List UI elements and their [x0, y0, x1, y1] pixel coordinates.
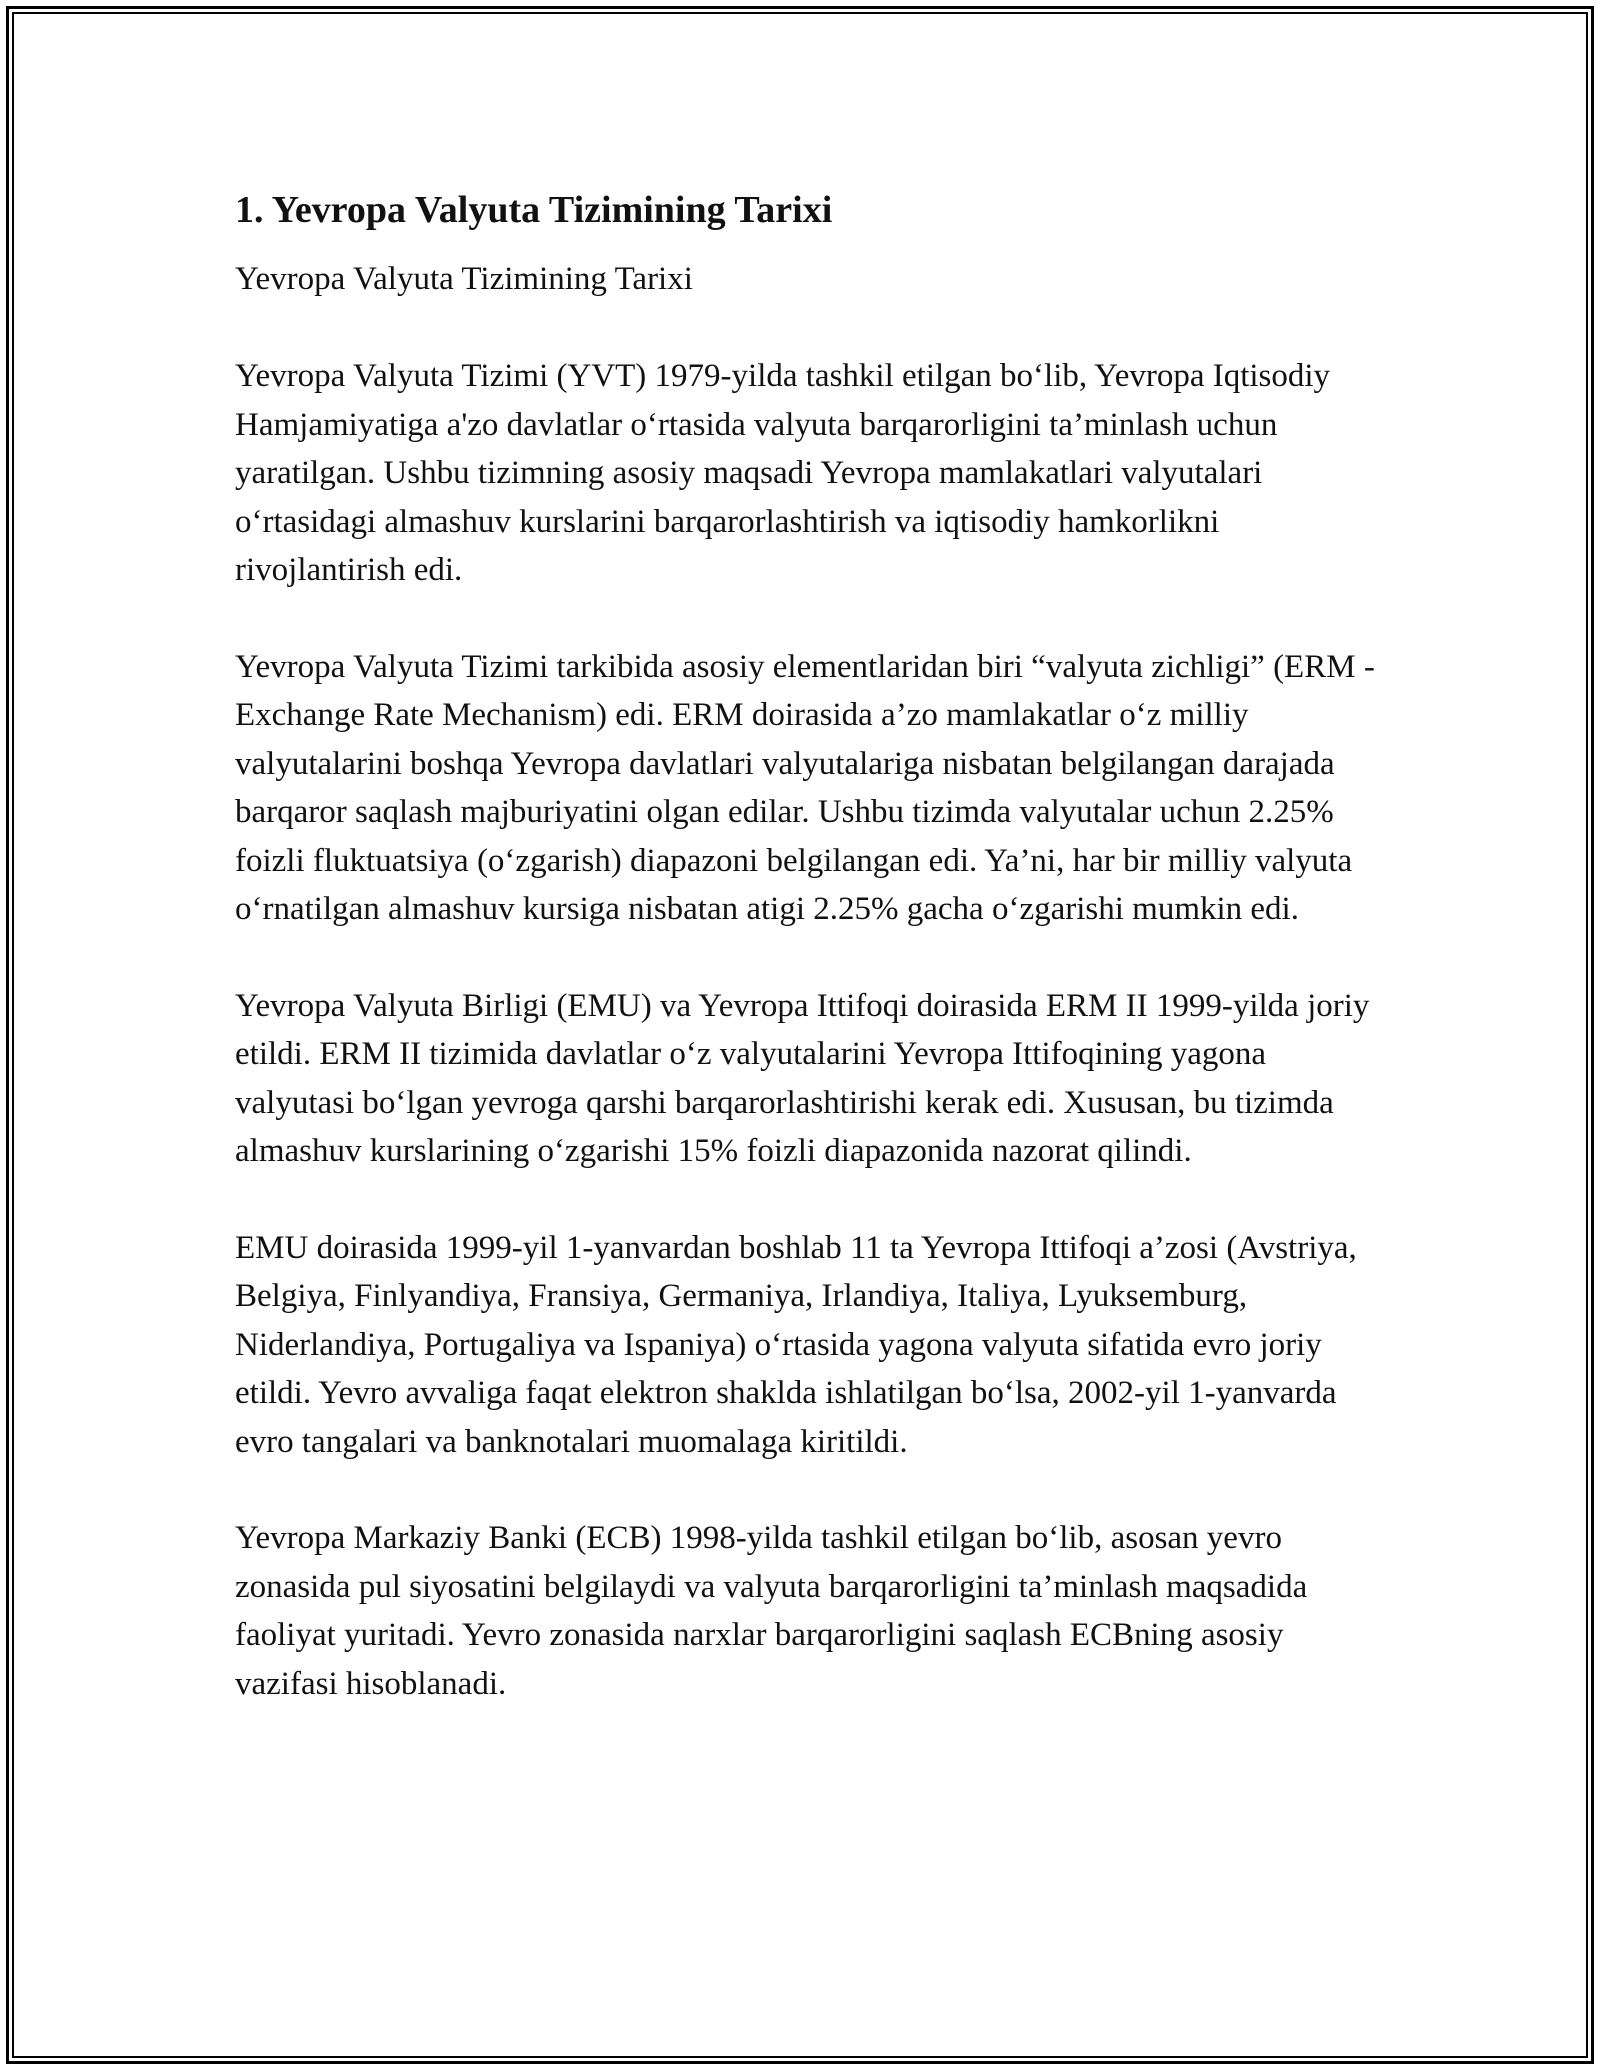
paragraph-euro-introduction: EMU doirasida 1999-yil 1-yanvardan boshlab 11 ta Yevropa Ittifoqi a’zosi (Avstriya, Belgiya, Finlyandiya, Fransiya, Germaniya, Irlandiya, Italiya, Lyuksemburg, Niderlandiya, Portugaliya va Ispaniya) o‘rtasida yagona valyuta sifatida evro joriy etildi. Yevro avvaliga faqat elektron shaklda ishlatilgan bo‘lsa, 2002-yil 1-yanvarda evro tangalari va banknotalari muomalaga kiritildi.	[235, 1229, 1357, 1460]
paragraph-ecb: Yevropa Markaziy Banki (ECB) 1998-yilda tashkil etilgan bo‘lib, asosan yevro zonasida pul siyosatini belgilaydi va valyuta barqarorligini ta’minlash maqsadida faoliyat yuritadi. Yevro zonasida narxlar barqarorligini saqlash ECBning asosiy vazifasi hisoblanadi.	[235, 1520, 1308, 1702]
paragraph-erm: Yevropa Valyuta Tizimi tarkibida asosiy elementlaridan biri “valyuta zichligi” (ERM - Exchange Rate Mechanism) edi. ERM doirasida a’zo mamlakatlar o‘z milliy valyutalarini boshqa Yevropa davlatlari valyutalariga nisbatan belgilangan darajada barqaror saqlash majburiyatini olgan edilar. Ushbu tizimda valyutalar uchun 2.25% foizli fluktuatsiya (o‘zgarish) diapazoni belgilangan edi. Ya’ni, har bir milliy valyuta o‘rnatilgan almashuv kursiga nisbatan atigi 2.25% gacha o‘zgarishi mumkin edi.	[235, 648, 1375, 927]
document-body	[235, 185, 1385, 1756]
paragraph-erm-ii: Yevropa Valyuta Birligi (EMU) va Yevropa Ittifoqi doirasida ERM II 1999-yilda joriy etildi. ERM II tizimida davlatlar o‘z valyutalarini Yevropa Ittifoqining yagona valyutasi bo‘lgan yevroga qarshi barqarorlashtirishi kerak edi. Xususan, bu tizimda almashuv kurslarining o‘zgarishi 15% foizli diapazonida nazorat qilindi.	[235, 987, 1370, 1169]
section-heading: 1. Yevropa Valyuta Tizimining Tarixi	[235, 189, 833, 231]
paragraph-yvt-founding: Yevropa Valyuta Tizimi (YVT) 1979-yilda tashkil etilgan bo‘lib, Yevropa Iqtisodiy Hamjamiyatiga a'zo davlatlar o‘rtasida valyuta barqarorligini ta’minlash uchun yaratilgan. Ushbu tizimning asosiy maqsadi Yevropa mamlakatlari valyutalari o‘rtasidagi almashuv kurslarini barqarorlashtirish va iqtisodiy hamkorlikni rivojlantirish edi.	[235, 358, 1331, 588]
section-subtitle: Yevropa Valyuta Tizimining Tarixi	[235, 261, 693, 297]
